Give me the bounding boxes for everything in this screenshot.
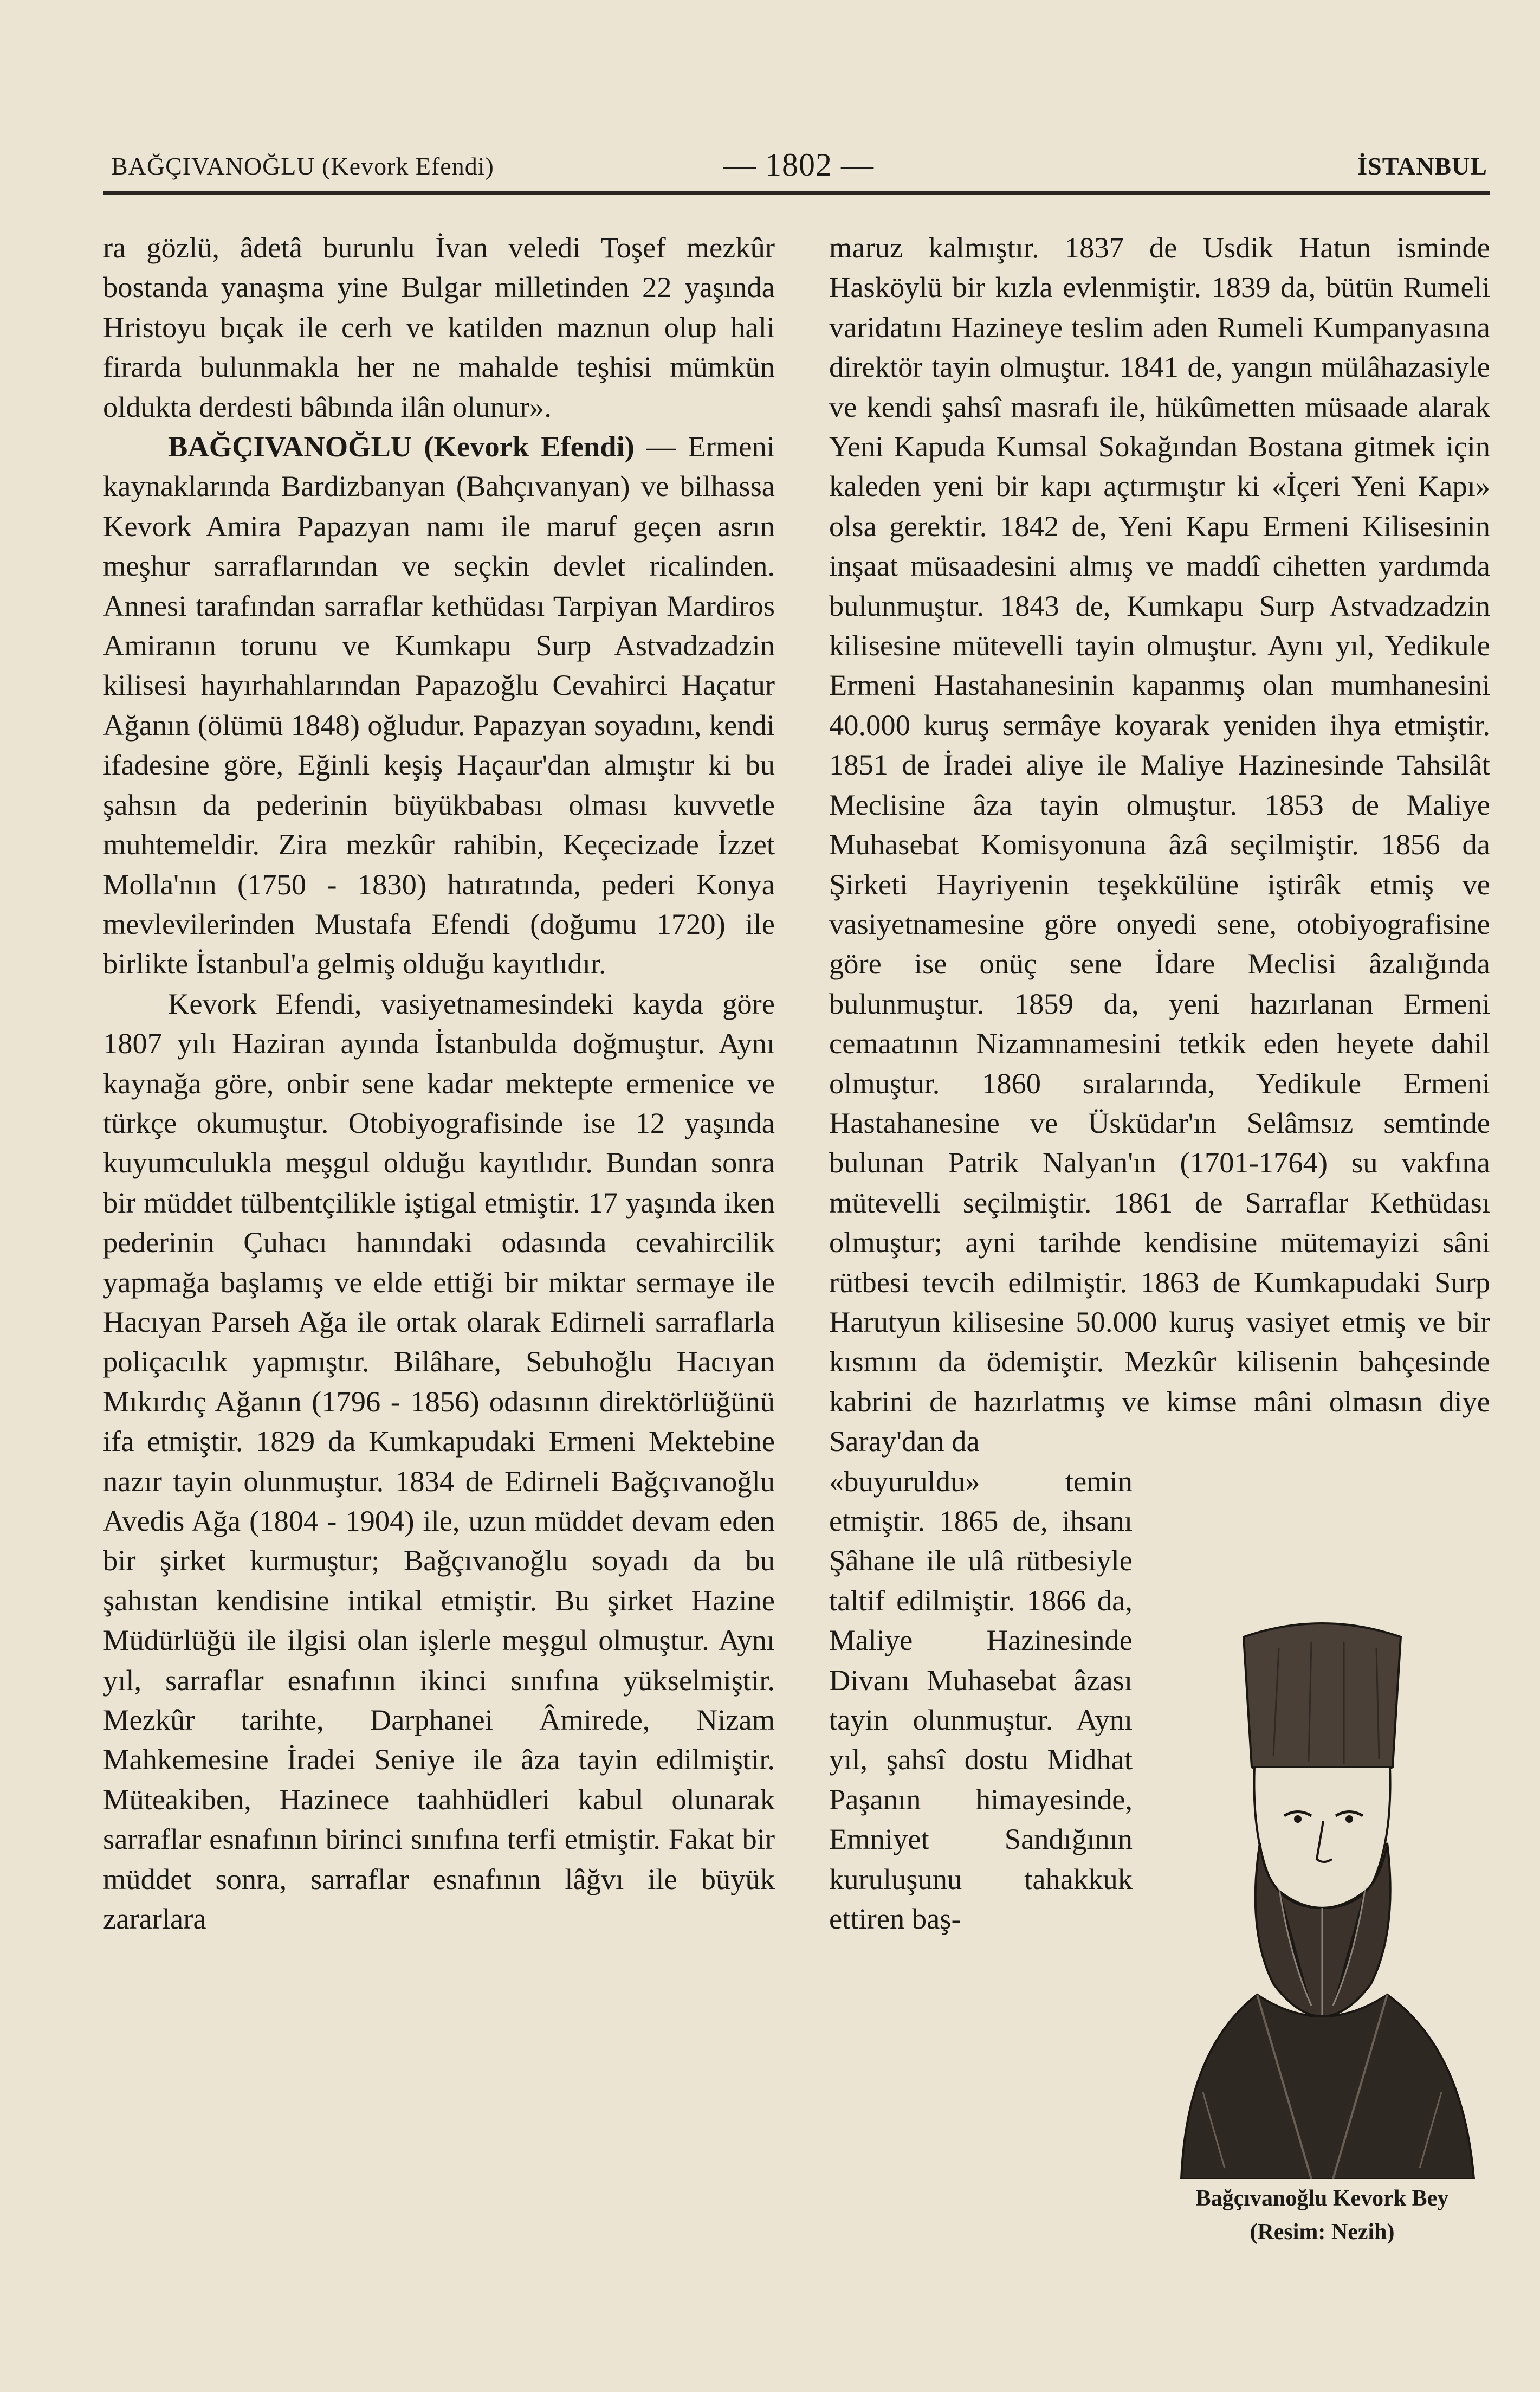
paragraph: Kevork Efendi, vasiyetnamesindeki kayda göre 1807 yılı Haziran ayında İstanbulda doğmuştur. Aynı kaynağa göre, onbir sene kadar mektepte ermenice ve türkçe okumuştur. Otobiyografisinde ise 12 yaşında kuyumculukla meşgul olduğu kayıtlıdır. Bundan sonra bir müddet tülbentçilikle iştigal etmiştir. 17 yaşında iken pederinin Çuhacı hanındaki odasında cevahircilik yapmağa başlamış ve elde ettiği bir miktar sermaye ile Hacıyan Parseh Ağa ile ortak olarak Edirneli sarraflarla poliçacılık yapmıştır. Bilâhare, Sebuhoğlu Hacıyan Mıkırdıç Ağanın (1796 - 1856) odasının direktörlüğünü ifa etmiştir. 1829 da Kumkapudaki Ermeni Mektebine nazır tayin olunmuştur. 1834 de Edirneli Bağçıvanoğlu Avedis Ağa (1804 - 1904) ile, uzun müddet devam eden bir şirket kurmuştur; Bağçıvanoğlu soyadı da bu şahıstan kendisine intikal etmiştir. Bu şirket Hazine Müdürlüğü ile ilgisi olan işlerle meşgul olmuştur. Aynı yıl, sarraflar esnafının ikinci sınıfına yükselmiştir. Mezkûr tarihte, Darphanei Âmirede, Nizam Mahkemesine İradei Seniye ile âza tayin edilmiştir. Müteakiben, Hazinece taahhüdleri kabul olunarak sarraflar esnafının birinci sınıfına terfi etmiştir. Fakat bir müddet sonra, sarraflar esnafının lâğvı ile büyük zararlara — [103, 987, 775, 1936]
caption-credit: (Resim: Nezih) — [1250, 2220, 1395, 2245]
paragraph-wrapped: «buyuruldu» temin etmiştir. 1865 de, ihsanı Şâhane ile ulâ rütbesiyle taltif edilmiştir. 1866 da, Maliye Hazinesinde Divanı Muhasebat âzası tayin olunmuştur. Aynı yıl, şahsî dostu Midhat Paşanın himayesinde, Emniyet Sandığının kuruluşunu tahakkuk ettiren baş- — [829, 1464, 1133, 1936]
caption-name: Bağçıvanoğlu Kevork Bey — [1195, 2186, 1449, 2211]
portrait-caption — [1138, 2182, 1506, 2249]
running-header — [111, 146, 1487, 190]
left-column — [103, 228, 775, 1938]
entry-heading: BAĞÇIVANOĞLU (Kevork Efendi) — [168, 430, 635, 463]
portrait-drawing — [1149, 1604, 1496, 2179]
header-rule — [103, 191, 1490, 195]
entry-paragraph — [103, 427, 775, 984]
running-title: BAĞÇIVANOĞLU (Kevork Efendi) — [111, 152, 494, 180]
paragraph: maruz kalmıştır. 1837 de Usdik Hatun isminde Hasköylü bir kızla evlenmiştir. 1839 da, bütün Rumeli varidatını Hazineye teslim aden Rumeli Kumpanyasına direktör tayin olmuştur. 1841 de, yangın mülâhazasiyle ve kendi şahsî masrafı ile, hükûmetten müsaade alarak Yeni Kapuda Kumsal Sokağından Bostana gitmek için kaleden yeni bir kapı açtırmıştır ki «İçeri Yeni Kapı» olsa gerektir. 1842 de, Yeni Kapu Ermeni Kilisesinin inşaat müsaadesini almış ve maddî cihetten yardımda bulunmuştur. 1843 de, Kumkapu Surp Astvadzadzin kilisesine mütevelli tayin olmuştur. Aynı yıl, Yedikule Ermeni Hastahanesinin kapanmış olan mumhanesini 40.000 kuruş sermâye koyarak yeniden ihya etmiştir. 1851 de İradei aliye ile Maliye Hazinesinde Tahsilât Meclisine âza tayin olmuştur. 1853 de Maliye Muhasebat Komisyonuna âzâ seçilmiştir. 1856 da Şirketi Hayriyenin teşekkülüne iştirâk etmiş ve vasiyetnamesine göre onyedi sene, otobiyografisine göre ise onüç sene İdare Meclisi âzalığında bulunmuştur. 1859 da, yeni hazırlanan Ermeni cemaatının Nizamnamesini tetkik eden heyete dahil olmuştur. 1860 sıralarında, Yedikule Ermeni Hastahanesine ve Üsküdar'ın Selâmsız semtinde bulunan Patrik Nalyan'ın (1701-1764) su vakfına mütevelli seçilmiştir. 1861 de Sarraflar Kethüdası olmuştur; ayni tarihde kendisine mütemayizi sâni rütbesi tevcih edilmiştir. 1863 de Kumkapudaki Surp Harutyun kilisesine 50.000 kuruş vasiyet etmiş ve bir kısmını da ödemiştir. Mezkûr kilisenin bahçesinde kabrini de hazırlatmış ve kimse mâni olmasın diye Saray'dan da — [829, 231, 1490, 1458]
portrait-illustration — [1149, 1604, 1496, 2222]
section-name: İSTANBUL — [1357, 152, 1487, 180]
paragraph-continued: ra gözlü, âdetâ burunlu İvan veledi Toşef mezkûr bostanda yanaşma yine Bulgar milletinden 22 yaşında Hristoyu bıçak ile cerh ve katilden maznun olup hali firarda bulunmakla her ne mahalde teşhisi mümkün oldukta derdesti bâbında ilân olunur». — [103, 231, 775, 423]
entry-text: — Ermeni kaynaklarında Bardizbanyan (Bahçıvanyan) ve bilhassa Kevork Amira Papazyan namı ile maruf geçen asrın meşhur sarraflarından ve seçkin devlet ricalinden. Annesi tarafından sarraflar kethüdası Tarpiyan Mardiros Amiranın torunu ve Kumkapu Surp Astvadzadzin kilisesi hayırhahlarından Papazoğlu Cevahirci Haçatur Ağanın (ölümü 1848) oğludur. Papazyan soyadını, kendi ifadesine göre, Eğinli keşiş Haçaur'dan almıştır ki bu şahsın da pederinin büyükbabası olması kuvvetle muhtemeldir. Zira mezkûr rahibin, Keçecizade İzzet Molla'nın (1750 - 1830) hatıratında, pederi Konya mevlevilerinden Mustafa Efendi (doğumu 1720) ile birlikte İstanbul'a gelmiş olduğu kayıtlıdır. — [103, 430, 775, 981]
page-number: — 1802 — — [723, 147, 874, 183]
